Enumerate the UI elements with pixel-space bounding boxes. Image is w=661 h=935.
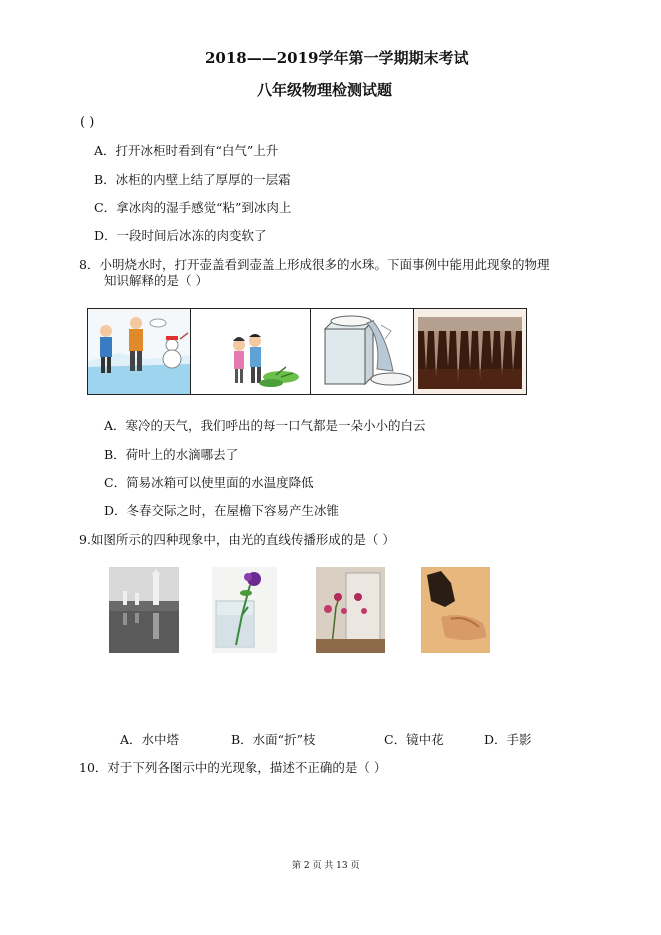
q8-option-b: B．荷叶上的水滴哪去了 [104, 447, 239, 462]
winter-scene-image [88, 309, 191, 394]
q8-option-c: C．简易冰箱可以使里面的水温度降低 [104, 475, 314, 490]
flower-in-water-image [212, 567, 277, 653]
q7-option-d: D．一段时间后冰冻的肉变软了 [94, 228, 267, 243]
q10-stem: 10．对于下列各图示中的光现象，描述不正确的是（ ） [79, 760, 387, 775]
flower-mirror-image [316, 567, 385, 653]
ice-box-image [311, 309, 414, 394]
icicles-image [414, 309, 526, 394]
q8-stem-line1: 8．小明烧水时，打开壶盖看到壶盖上形成很多的水珠。下面事例中能用此现象的物理 [79, 257, 550, 272]
q7-option-c: C．拿冰肉的湿手感觉“粘”到冰肉上 [94, 200, 292, 215]
q7-option-b: B．冰柜的内壁上结了厚厚的一层霜 [94, 172, 291, 187]
q9-option-b: B．水面“折”枝 [231, 732, 316, 747]
q7-option-a: A．打开冰柜时看到有“白气”上升 [94, 143, 279, 158]
q8-option-d: D．冬春交际之时，在屋檐下容易产生冰锥 [104, 503, 340, 518]
q8-stem-line2: 知识解释的是（ ） [104, 273, 208, 288]
q9-option-c: C．镜中花 [384, 732, 444, 747]
exam-title: 2018——2019学年第一学期期末考试 [205, 49, 469, 67]
q9-stem: 9.如图所示的四种现象中，由光的直线传播形成的是（ ） [79, 532, 395, 547]
q9-option-a: A．水中塔 [120, 732, 180, 747]
q8-image-strip [87, 308, 527, 395]
page-number: 第 2 页 共 13 页 [292, 861, 360, 871]
exam-subtitle: 八年级物理检测试题 [257, 81, 393, 99]
hand-shadow-image [421, 567, 490, 653]
pagoda-reflection-image [109, 567, 179, 653]
children-lotus-image [191, 309, 311, 394]
q8-option-a: A．寒冷的天气，我们呼出的每一口气都是一朵小小的白云 [104, 418, 426, 433]
q7-answer-bracket: ( ) [80, 115, 95, 130]
q9-option-d: D．手影 [484, 732, 532, 747]
